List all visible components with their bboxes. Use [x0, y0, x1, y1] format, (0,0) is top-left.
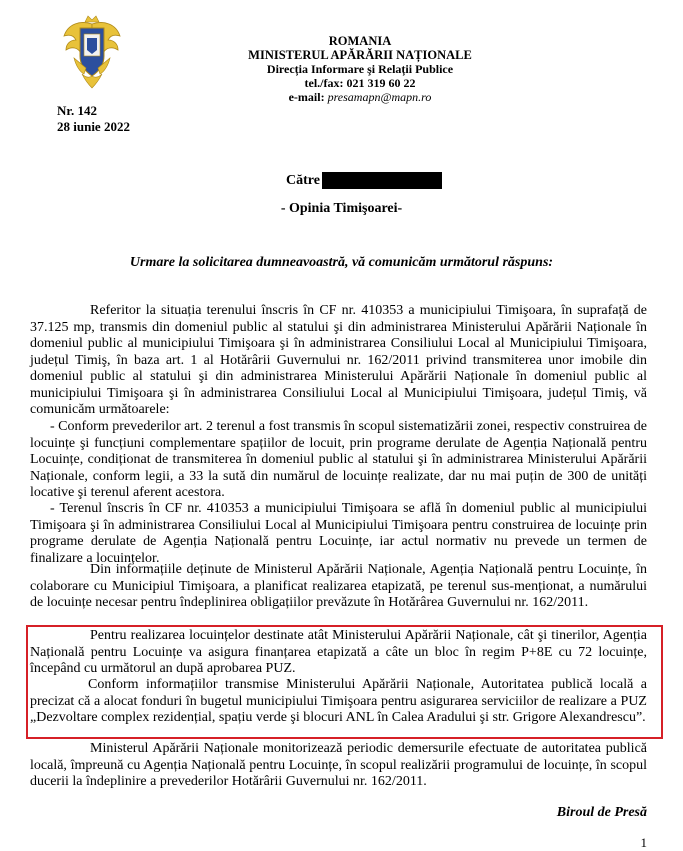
- recipient-line: [286, 172, 442, 189]
- header-email-line: [210, 91, 510, 105]
- paragraph-7: Ministerul Apărării Naționale monitorizează periodic demersurile efectuate de autoritatea publică locală, împreună cu Agenția Națională pentru Locuințe, în scopul realizării programului de locuințe, în scopul ducerii la îndeplinire a prevederilor Hotărârii Guvernului nr. 162/2011.: [30, 741, 647, 789]
- header-directorate: Direcția Informare şi Relații Publice: [266, 62, 454, 76]
- ministry-coat-of-arms-icon: [62, 14, 122, 90]
- recipient-label: Către: [286, 172, 320, 188]
- signature: Biroul de Presă: [556, 805, 647, 820]
- header-email-label: e-mail:: [288, 90, 325, 104]
- reference-date: 28 iunie 2022: [57, 119, 130, 134]
- header-ministry: MINISTERUL APĂRĂRII NAȚIONALE: [248, 48, 472, 62]
- paragraph-1: Referitor la situația terenului înscris în CF nr. 410353 a municipiului Timişoara, în suprafață de 37.125 mp, transmis din domeniul public al statului şi din administrarea Ministerului Apărării Naționale în domeniul public al municipiului Timişoara şi în administrarea Consiliului Local al Municipiului Timişoara, județul Timiş, în baza art. 1 al Hotărârii Guvernului nr. 162/2011 privind transmiterea unor imobile din domeniul public al statului şi din administrarea Ministerului Apărării Naționale în domeniul public al municipiului Timişoara şi în administrarea Consiliului Local al Municipiului Timişoara, județul Timiş, vă comunicăm următoarele:: [30, 303, 647, 417]
- paragraph-5: Pentru realizarea locuințelor destinate atât Ministerului Apărării Naționale, cât şi tinerilor, Agenția Națională pentru Locuințe va asigura finanțarea etapizată a câte un bloc în regim P+8E cu 72 locuințe, începând cu următorul an după aprobarea PUZ.: [30, 628, 647, 676]
- header-country: ROMANIA: [328, 34, 392, 48]
- recipient-outlet: - Opinia Timişoarei-: [280, 201, 403, 216]
- paragraph-2: - Conform prevederilor art. 2 terenul a fost transmis în scopul sistematizării zonei, respectiv construirea de locuințe şi funcțiuni complementare spațiilor de locuit, prin programe derulate de Agenția Națională pentru Locuințe, condiționat de transmiterea în domeniul public al statului şi în administrarea Ministerului Apărării Naționale, conform legii, a 33 la sută din numărul de locuințe realizate, dar nu mai puțin de 300 de unități locative şi terenul aferent acestora.: [30, 419, 647, 500]
- paragraph-3: - Terenul înscris în CF nr. 410353 a municipiului Timişoara se află în domeniul public al municipiului Timişoara şi în administrarea Consiliului Local al Municipiului Timişoara pentru construirea de locuințe prin programe derulate de Agenția Națională pentru Locuințe, iar actul normativ nu prevede un termen de finalizare a locuințelor.: [30, 501, 647, 566]
- header-phone: tel./fax: 021 319 60 22: [304, 76, 416, 90]
- header-email[interactable]: presamapn@mapn.ro: [327, 90, 432, 104]
- redaction-bar: [322, 172, 442, 189]
- reference-number: Nr. 142: [57, 103, 97, 118]
- intro-line: Urmare la solicitarea dumneavoastră, vă comunicăm următorul răspuns:: [129, 255, 554, 270]
- page-number: 1: [640, 835, 647, 850]
- paragraph-6: Conform informațiilor transmise Ministerului Apărării Naționale, Autoritatea publică locală a precizat că a alocat fonduri în bugetul municipiului Timişoara pentru asigurarea serviciilor de realizare a PUZ „Dezvoltare complex rezidențial, spațiu verde şi blocuri ANL în Calea Aradului şi str. Grigore Alexandrescu”.: [30, 677, 647, 725]
- paragraph-4: Din informațiile deținute de Ministerul Apărării Naționale, Agenția Națională pentru Locuințe, în colaborare cu Municipiul Timişoara, a planificat realizarea etapizată, pe terenul sus-menționat, a numărului de locuințe necesar pentru îndeplinirea obligațiilor prevăzute în Hotărârea Guvernului nr. 162/2011.: [30, 562, 647, 610]
